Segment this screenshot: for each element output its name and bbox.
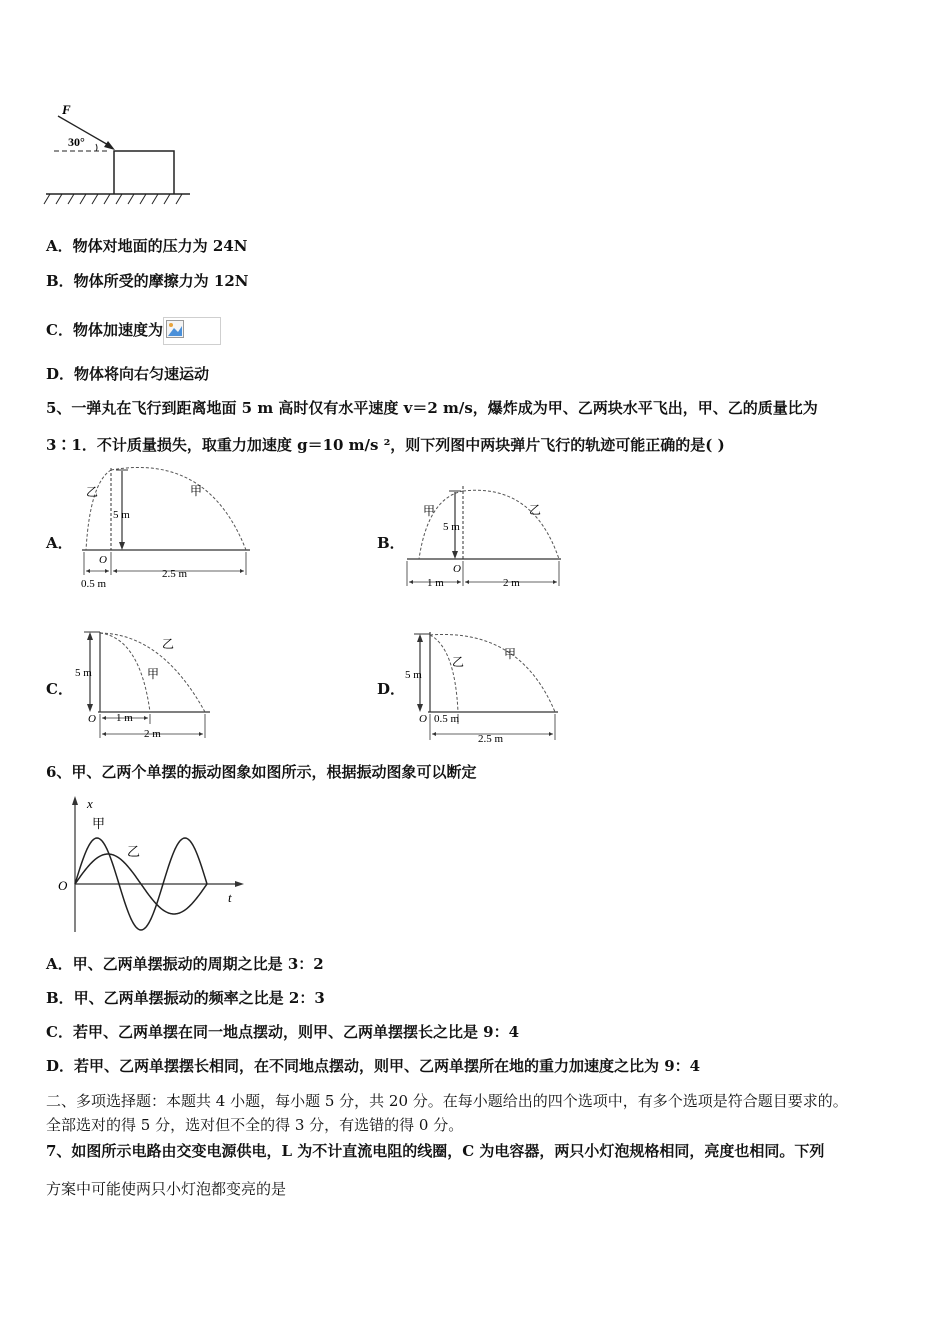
q5-label-c: C． <box>46 680 73 698</box>
q5-figure-d <box>400 626 565 748</box>
q5-stem-line1: 5、一弹丸在飞行到距离地面 5 m 高时仅有水平速度 v＝2 m/s，爆炸成为甲、乙两块水平飞出，甲、乙的质量比为 <box>46 399 818 417</box>
section2-line1: 二、多项选择题：本题共 4 小题，每小题 5 分，共 20 分。在每小题给出的四个选项中，有多个选项是符合题目要求的。 <box>46 1092 848 1110</box>
q6-option-c: C．若甲、乙两单摆在同一地点摆动，则甲、乙两单摆摆长之比是 9：4 <box>46 1023 520 1041</box>
q6-yi-label: 乙 <box>127 844 141 859</box>
q6-option-d: D．若甲、乙两单摆摆长相同，在不同地点摆动，则甲、乙两单摆所在地的重力加速度之比为 9：4 <box>46 1057 701 1075</box>
fig-a-yi: 乙 <box>86 485 99 499</box>
q6-option-a: A．甲、乙两单摆振动的周期之比是 3：2 <box>46 955 324 973</box>
fig-a-jia: 甲 <box>190 484 203 498</box>
fig-b-height: 5 m <box>443 521 460 533</box>
fig-c-far-dist: 2 m <box>144 728 161 740</box>
fig-a-right-dist: 2.5 m <box>162 568 188 580</box>
fig-d-near-dist: 0.5 m <box>434 713 460 725</box>
block-force-figure <box>40 100 200 212</box>
q5-figure-a <box>78 463 258 593</box>
fig-b-left-dist: 1 m <box>427 577 444 589</box>
q4-option-c <box>46 317 221 345</box>
angle-label: 30° <box>68 135 85 149</box>
q5-stem-line2: 3∶1．不计质量损失，取重力加速度 g＝10 m/s ²，则下列图中两块弹片飞行的轨迹可能正确的是( ) <box>46 436 725 454</box>
q5-label-a: A． <box>46 534 73 552</box>
q5-label-b: B． <box>377 534 405 552</box>
q7-stem-line2: 方案中可能使两只小灯泡都变亮的是 <box>46 1180 287 1198</box>
q6-option-b: B．甲、乙两单摆振动的频率之比是 2：3 <box>46 989 325 1007</box>
q6-t-axis-label: t <box>228 890 232 905</box>
fig-d-height: 5 m <box>405 669 422 681</box>
q5-label-d: D． <box>377 680 406 698</box>
section2-line2: 全部选对的得 5 分，选对但不全的得 3 分，有选错的得 0 分。 <box>46 1116 464 1134</box>
broken-image-icon <box>163 317 221 345</box>
fig-a-left-dist: 0.5 m <box>81 578 107 590</box>
fig-d-yi: 乙 <box>452 655 465 669</box>
fig-d-jia: 甲 <box>504 647 517 661</box>
q6-oscillation-graph <box>50 792 250 938</box>
fig-b-origin: O <box>453 563 461 575</box>
q4-option-a: A．物体对地面的压力为 24N <box>46 237 248 255</box>
q6-origin: O <box>58 878 68 893</box>
q4-option-d: D．物体将向右匀速运动 <box>46 365 210 383</box>
fig-d-far-dist: 2.5 m <box>478 733 504 745</box>
fig-c-yi: 乙 <box>162 637 175 651</box>
fig-a-origin: O <box>99 554 107 566</box>
fig-c-height: 5 m <box>75 667 92 679</box>
q7-stem-line1: 7、如图所示电路由交变电源供电，L 为不计直流电阻的线圈，C 为电容器，两只小灯泡规格相同，亮度也相同。下列 <box>46 1142 825 1160</box>
fig-b-jia: 甲 <box>423 504 436 518</box>
force-label: F <box>62 102 71 117</box>
q5-figure-c <box>72 626 222 746</box>
fig-c-jia: 甲 <box>147 667 160 681</box>
fig-a-height: 5 m <box>113 509 130 521</box>
q6-x-axis-label: x <box>87 796 93 811</box>
q4-option-b: B．物体所受的摩擦力为 12N <box>46 272 249 290</box>
fig-b-right-dist: 2 m <box>503 577 520 589</box>
q6-jia-label: 甲 <box>92 816 106 831</box>
q4-option-c-text: C．物体加速度为 <box>46 321 163 339</box>
fig-c-origin: O <box>88 713 96 725</box>
q5-figure-b <box>403 478 568 593</box>
fig-c-near-dist: 1 m <box>116 712 133 724</box>
fig-d-origin: O <box>419 713 427 725</box>
fig-b-yi: 乙 <box>529 503 542 517</box>
q6-stem: 6、甲、乙两个单摆的振动图象如图所示，根据振动图象可以断定 <box>46 763 477 781</box>
